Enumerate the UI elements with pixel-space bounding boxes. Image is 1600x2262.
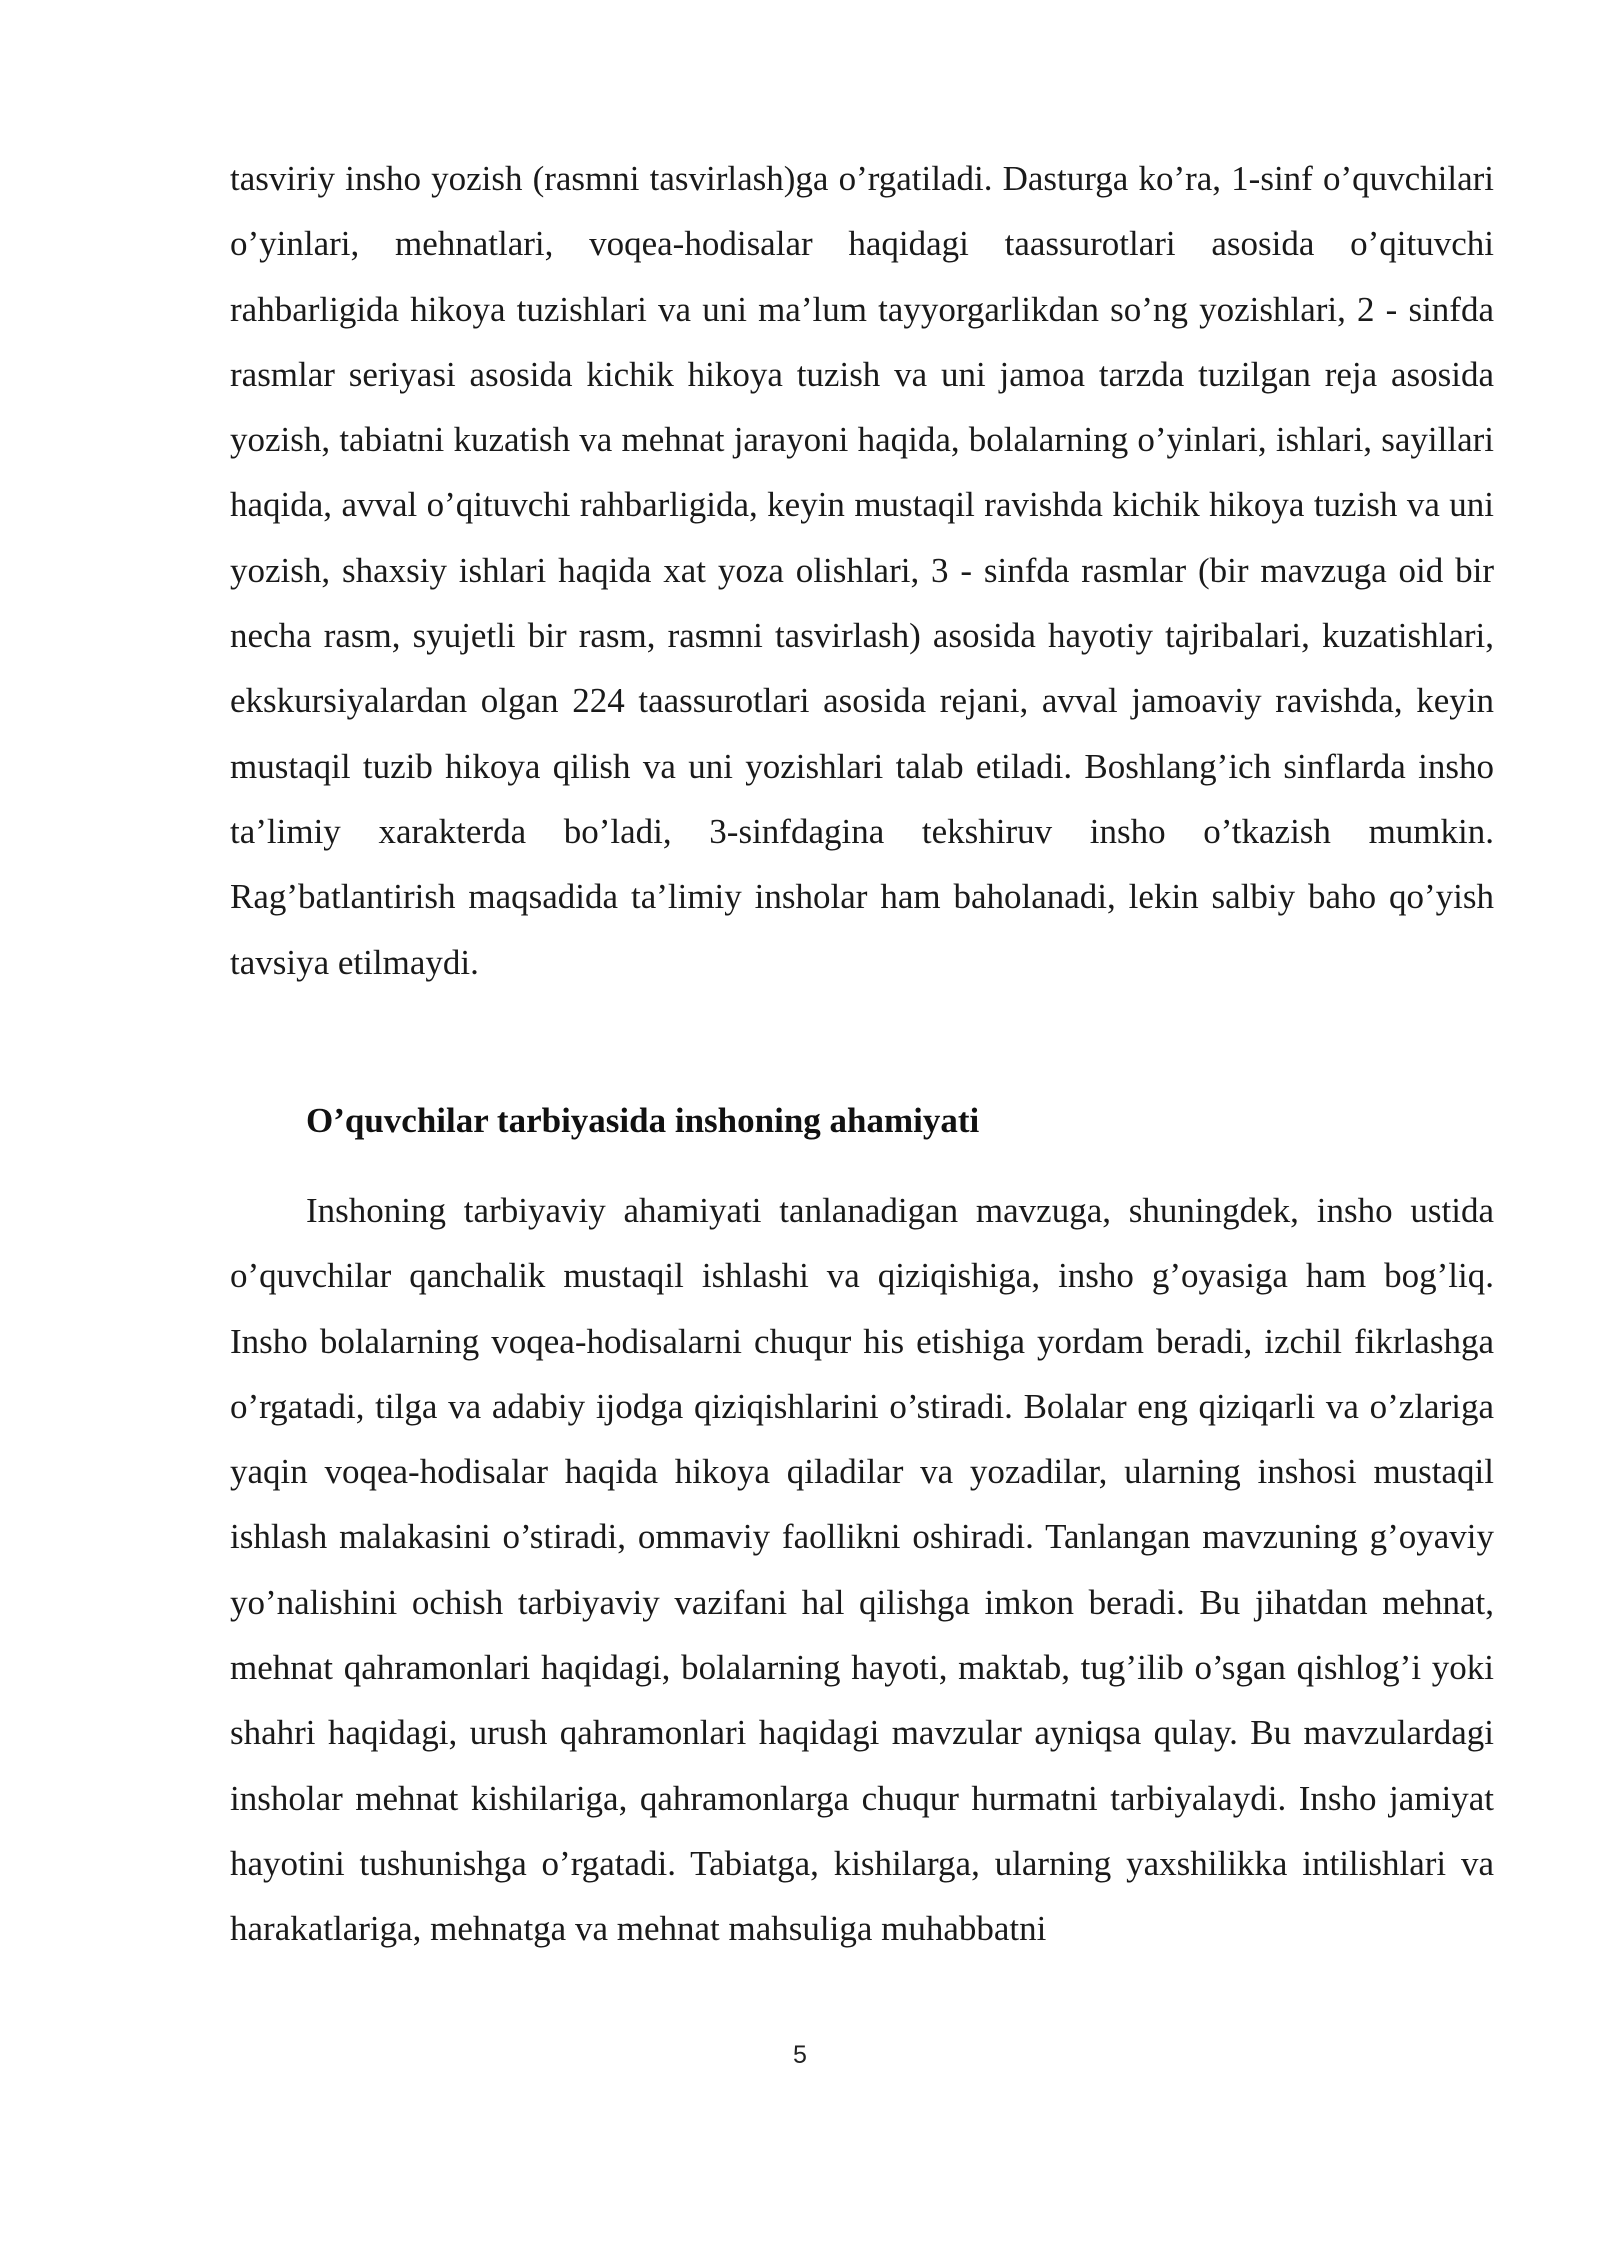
body-paragraph-1: tasviriy insho yozish (rasmni tasvirlash)ga o’rgatiladi. Dasturga ko’ra, 1-sinf o’quvchilari o’yinlari, mehnatlari, voqea-hodisalar haqidagi taassurotlari asosida o’qituvchi rahbarligida hikoya tuzishlari va uni ma’lum tayyorgarlikdan so’ng yozishlari, 2 - sinfda rasmlar seriyasi asosida kichik hikoya tuzish va uni jamoa tarzda tuzilgan reja asosida yozish, tabiatni kuzatish va mehnat jarayoni haqida, bolalarning o’yinlari, ishlari, sayillari haqida, avval o’qituvchi rahbarligida, keyin mustaqil ravishda kichik hikoya tuzish va uni yozish, shaxsiy ishlari haqida xat yoza olishlari, 3 - sinfda rasmlar (bir mavzuga oid bir necha rasm, syujetli bir rasm, rasmni tasvirlash) asosida hayotiy tajribalari, kuzatishlari, ekskursiyalardan olgan 224 taassurotlari asosida rejani, avval jamoaviy ravishda, keyin mustaqil tuzib hikoya qilish va uni yozishlari talab etiladi. Boshlang’ich sinflarda insho ta’limiy xarakterda bo’ladi, 3-sinfdagina tekshiruv insho o’tkazish mumkin. Rag’batlantirish maqsadida ta’limiy insholar ham baholanadi, lekin salbiy baho qo’yish tavsiya etilmaydi.	[230, 159, 1494, 982]
page-number: 5	[793, 2041, 807, 2069]
section-heading: O’quvchilar tarbiyasida inshoning ahamiyati	[306, 1101, 980, 1140]
body-paragraph-2: Inshoning tarbiyaviy ahamiyati tanlanadigan mavzuga, shuningdek, insho ustida o’quvchilar qanchalik mustaqil ishlashi va qiziqishiga, insho g’oyasiga ham bog’liq. Insho bolalarning voqea-hodisalarni chuqur his etishiga yordam beradi, izchil fikrlashga o’rgatadi, tilga va adabiy ijodga qiziqishlarini o’stiradi. Bolalar eng qiziqarli va o’zlariga yaqin voqea-hodisalar haqida hikoya qiladilar va yozadilar, ularning inshosi mustaqil ishlash malakasini o’stiradi, ommaviy faollikni oshiradi. Tanlangan mavzuning g’oyaviy yo’nalishini ochish tarbiyaviy vazifani hal qilishga imkon beradi. Bu jihatdan mehnat, mehnat qahramonlari haqidagi, bolalarning hayoti, maktab, tug’ilib o’sgan qishlog’i yoki shahri haqidagi, urush qahramonlari haqidagi mavzular ayniqsa qulay. Bu mavzulardagi insholar mehnat kishilariga, qahramonlarga chuqur hurmatni tarbiyalaydi. Insho jamiyat hayotini tushunishga o’rgatadi. Tabiatga, kishilarga, ularning yaxshilikka intilishlari va harakatlariga, mehnatga va mehnat mahsuliga muhabbatni	[230, 1191, 1494, 1949]
